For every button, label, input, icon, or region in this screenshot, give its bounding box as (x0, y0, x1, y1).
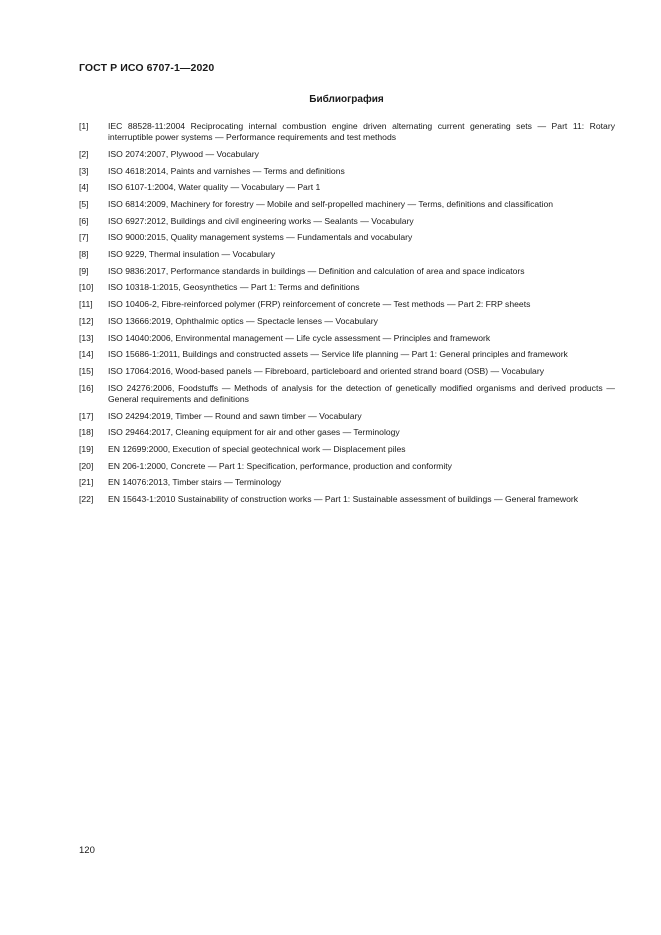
bibliography-entry (79, 216, 615, 227)
bibliography-entry (79, 444, 615, 455)
bibliography-entry-number: [17] (79, 410, 94, 421)
bibliography-entry-number: [12] (79, 315, 94, 326)
bibliography-entry-number: [5] (79, 199, 89, 210)
bibliography-entry-text: ISO 2074:2007, Plywood — Vocabulary (108, 148, 259, 159)
bibliography-entry-text: ISO 14040:2006, Environmental management — Life cycle assessment — Principles and framework (108, 332, 491, 343)
bibliography-entry-text: ISO 13666:2019, Ophthalmic optics — Spectacle lenses — Vocabulary (108, 315, 378, 326)
bibliography-entry-number: [1] (79, 121, 89, 131)
bibliography-entry-text: ISO 6927:2012, Buildings and civil engineering works — Sealants — Vocabulary (108, 215, 414, 226)
bibliography-entry-number: [20] (79, 460, 94, 471)
bibliography-entry (79, 232, 615, 243)
bibliography-entry-text: EN 206-1:2000, Concrete — Part 1: Specification, performance, production and conformity (108, 460, 452, 471)
bibliography-entry-number: [21] (79, 477, 94, 488)
bibliography-entry (79, 383, 615, 406)
bibliography-entry-text: ISO 9000:2015, Quality management systems — Fundamentals and vocabulary (108, 232, 413, 243)
bibliography-entry-text: ISO 24276:2006, Foodstuffs — Methods of analysis for the detection of genetically modified organisms and derived products — General requirements and definitions (108, 382, 615, 404)
bibliography-entry-number: [7] (79, 232, 89, 243)
bibliography-entry-text: IEC 88528-11:2004 Reciprocating internal combustion engine driven alternating current generating sets — Part 11: Rotary interruptible power systems — Performance requirements and test methods (108, 121, 615, 143)
bibliography-entry-number: [16] (79, 382, 94, 393)
bibliography-entry-number: [3] (79, 165, 89, 176)
bibliography-entry-number: [9] (79, 265, 89, 276)
bibliography-entry-text: EN 12699:2000, Execution of special geotechnical work — Displacement piles (108, 443, 406, 454)
bibliography-entry-text: EN 14076:2013, Timber stairs — Terminology (108, 477, 282, 488)
bibliography-entry (79, 299, 615, 310)
bibliography-entry-text: ISO 4618:2014, Paints and varnishes — Terms and definitions (108, 165, 345, 176)
bibliography-entry-number: [22] (79, 494, 94, 505)
bibliography-entry-number: [19] (79, 443, 94, 454)
bibliography-entry-number: [15] (79, 365, 94, 376)
bibliography-entry (79, 249, 615, 260)
bibliography-entry-text: ISO 17064:2016, Wood-based panels — Fibreboard, particleboard and oriented strand board (OSB) — Vocabulary (108, 365, 544, 376)
bibliography-entry-text: ISO 10318-1:2015, Geosynthetics — Part 1: Terms and definitions (108, 282, 360, 293)
bibliography-entry-number: [6] (79, 215, 89, 226)
bibliography-entry-number: [8] (79, 249, 89, 260)
bibliography-entry-number: [4] (79, 182, 89, 193)
bibliography-entry-text: ISO 9836:2017, Performance standards in buildings — Definition and calculation of area and space indicators (108, 265, 525, 276)
bibliography-entry-number: [11] (79, 299, 93, 310)
bibliography-entry-number: [14] (79, 349, 94, 360)
bibliography-entry (79, 149, 615, 160)
bibliography-entry-text: ISO 6814:2009, Machinery for forestry — Mobile and self-propelled machinery — Terms, definitions and classification (108, 199, 554, 210)
bibliography-entry (79, 477, 615, 488)
bibliography-entry (79, 282, 615, 293)
bibliography-entry-number: [18] (79, 427, 94, 438)
bibliography-entry-text: ISO 6107-1:2004, Water quality — Vocabulary — Part 1 (108, 182, 321, 193)
bibliography-entry (79, 121, 615, 144)
bibliography-entry-text: ISO 24294:2019, Timber — Round and sawn timber — Vocabulary (108, 410, 362, 421)
bibliography-entry (79, 333, 615, 344)
bibliography-entry-text: ISO 29464:2017, Cleaning equipment for air and other gases — Terminology (108, 427, 400, 438)
bibliography-entry (79, 461, 615, 472)
page-number: 120 (79, 845, 95, 856)
bibliography-entry (79, 494, 615, 505)
bibliography-entry (79, 316, 615, 327)
bibliography-entry (79, 411, 615, 422)
bibliography-entry-text: EN 15643-1:2010 Sustainability of construction works — Part 1: Sustainable assessment of buildings — General framework (108, 494, 579, 505)
bibliography-entry-text: ISO 10406-2, Fibre-reinforced polymer (FRP) reinforcement of concrete — Test methods — Part 2: FRP sheets (108, 299, 531, 310)
bibliography-entry-number: [2] (79, 148, 89, 159)
bibliography-entry-number: [13] (79, 332, 94, 343)
bibliography-entry-text: ISO 15686-1:2011, Buildings and constructed assets — Service life planning — Part 1: General principles and framework (108, 349, 568, 360)
bibliography-entry (79, 199, 615, 210)
bibliography-entry (79, 349, 615, 360)
bibliography-entry (79, 266, 615, 277)
bibliography-entry-number: [10] (79, 282, 94, 293)
bibliography-entry (79, 427, 615, 438)
bibliography-entry (79, 182, 615, 193)
standard-code-header: ГОСТ Р ИСО 6707-1—2020 (79, 62, 215, 74)
bibliography-list (79, 121, 615, 511)
bibliography-entry-text: ISO 9229, Thermal insulation — Vocabulary (108, 249, 276, 260)
section-title: Библиография (309, 94, 384, 105)
bibliography-entry (79, 166, 615, 177)
bibliography-entry (79, 366, 615, 377)
